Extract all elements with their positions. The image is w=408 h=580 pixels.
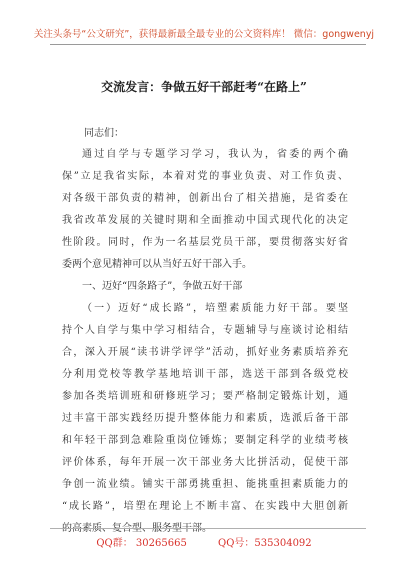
paragraph-line: 合，深入开展“读书讲学评学”活动，抓好业务素质培养充 bbox=[62, 347, 348, 358]
paragraph-line: 过丰富干部实践经历提升整体能力和素质，选派后备干部 bbox=[62, 413, 348, 424]
header-divider bbox=[50, 44, 366, 45]
paragraph-line: 参加各类培训班和研修班学习；要严格制定锻炼计划，通 bbox=[62, 391, 348, 402]
paragraph-line: 的高素质、复合型、服务型干部。 bbox=[62, 523, 212, 534]
document-title: 交流发言：争做五好干部赶考“在路上” bbox=[101, 80, 307, 94]
salutation: 同志们： bbox=[84, 128, 124, 139]
paragraph-line: 性阶段。同时，作为一名基层党员干部，要贯彻落实好省 bbox=[62, 237, 348, 248]
paragraph-line: （一）迈好“成长路”，培塑素质能力好干部。要坚 bbox=[82, 303, 348, 314]
paragraph-line: “成长路”，培塑在理论上不断丰富、在实践中大胆创新 bbox=[62, 501, 348, 512]
paragraph-line: 持个人自学与集中学习相结合，专题辅导与座谈讨论相结 bbox=[62, 325, 348, 336]
paragraph-line: 分利用党校等教学基地培训干部，选送干部到各级党校 bbox=[62, 369, 348, 380]
footer-divider bbox=[50, 528, 366, 529]
paragraph-line: 我省改革发展的关键时期和全面推动中国式现代化的决定 bbox=[62, 215, 348, 226]
paragraph-1 bbox=[62, 144, 348, 276]
paragraph-line: 争创一流业绩。铺实干部勇挑重担、能挑重担素质能力的 bbox=[62, 479, 348, 490]
paragraph-line: 评价体系，每年开展一次干部业务大比拼活动，促使干部 bbox=[62, 457, 348, 468]
paragraph-line: 委两个意见精神可以从当好五好干部入手。 bbox=[62, 259, 252, 270]
paragraph-line: 和年轻干部到急难险重岗位锤炼；要制定科学的业绩考核 bbox=[62, 435, 348, 446]
section-heading: 一、迈好“四条路子”，争做五好干部 bbox=[82, 281, 243, 292]
footer-contacts bbox=[0, 534, 408, 549]
footer-qq-group: QQ群： 30265665 bbox=[96, 538, 187, 549]
footer-qq-number: QQ号：535304092 bbox=[218, 538, 312, 549]
header-promo-note: 关注头条号“公文研究”，获得最新最全最专业的公文资料库！ 微信：gongwenyj bbox=[33, 29, 375, 40]
paragraph-line: 通过自学与专题学习学习，我认为，省委的两个确 bbox=[82, 149, 348, 160]
paragraph-line: 保”立足我省实际，本着对党的事业负责、对工作负责、 bbox=[62, 171, 348, 182]
section-1 bbox=[62, 276, 348, 540]
paragraph-line: 对各级干部负责的精神，创新出台了相关措施，是省委在 bbox=[62, 193, 348, 204]
